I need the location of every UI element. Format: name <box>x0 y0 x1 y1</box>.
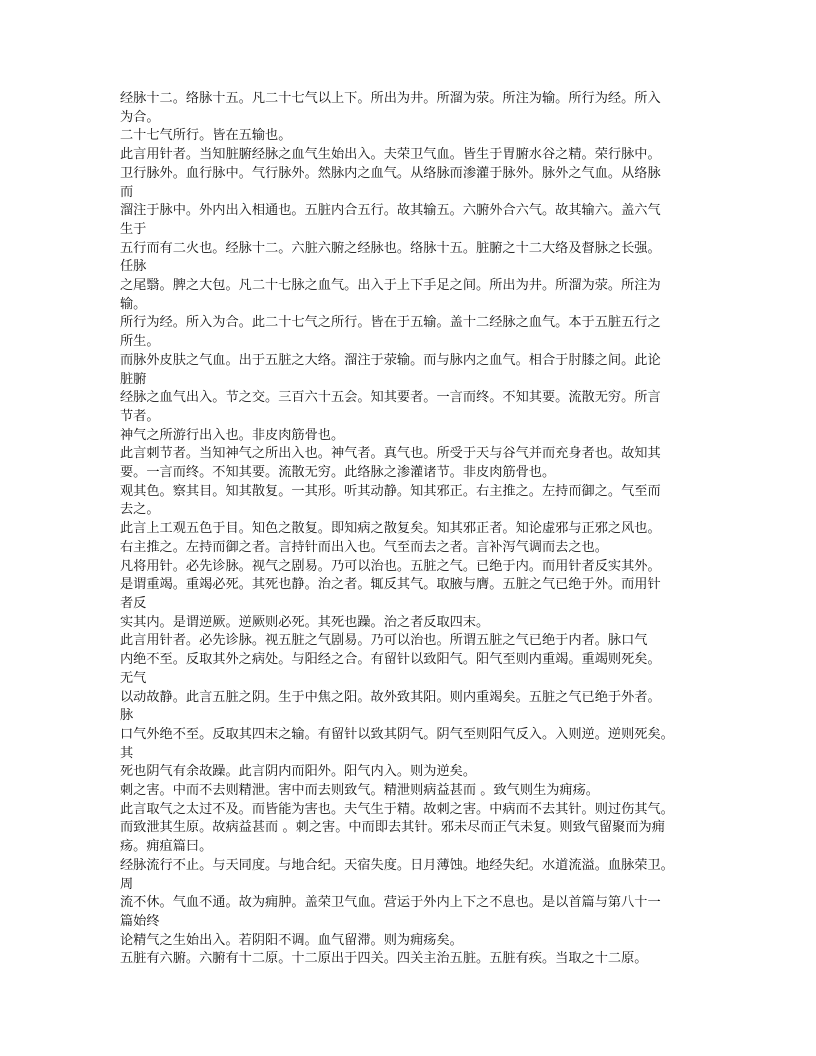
text-line: 此言刺节者。当知神气之所出入也。神气者。真气也。所受于天与谷气并而充身者也。故知其 <box>120 446 661 462</box>
text-line: 之尾翳。脾之大包。凡二十七脉之血气。出入于上下手足之间。所出为井。所溜为荥。所注为 <box>120 278 661 294</box>
text-line: 疡。痈疽篇曰。 <box>120 839 213 855</box>
text-line: 死也阴气有余故躁。此言阴内而阳外。阳气内入。则为逆矣。 <box>120 764 477 780</box>
text-line: 实其内。是谓逆厥。逆厥则必死。其死也躁。治之者反取四末。 <box>120 614 490 630</box>
document-page <box>120 90 700 969</box>
text-line: 内绝不至。反取其外之病处。与阳经之合。有留针以致阳气。阳气至则内重竭。重竭则死矣。 <box>120 652 661 668</box>
text-line: 刺之害。中而不去则精泄。害中而去则致气。精泄则病益甚而 。致气则生为痈疡。 <box>120 783 599 799</box>
text-line: 为合。 <box>120 109 160 125</box>
text-line: 周 <box>120 876 134 892</box>
text-line: 节者。 <box>120 408 160 424</box>
text-line: 无气 <box>120 670 147 686</box>
text-line: 任脉 <box>120 259 147 275</box>
text-line: 经脉十二。络脉十五。凡二十七气以上下。所出为井。所溜为荥。所注为输。所行为经。所入 <box>120 91 661 106</box>
text-line: 五行而有二火也。经脉十二。六脏六腑之经脉也。络脉十五。脏腑之十二大络及督脉之长强。 <box>120 240 661 256</box>
text-line: 篇始终 <box>120 913 160 929</box>
text-line: 以动故静。此言五脏之阴。生于中焦之阳。故外致其阳。则内重竭矣。五脏之气已绝于外者。 <box>120 689 661 705</box>
text-line: 口气外绝不至。反取其四末之输。有留针以致其阴气。阴气至则阳气反入。入则逆。逆则死矣。 <box>120 726 674 742</box>
text-line: 凡将用针。必先诊脉。视气之剧易。乃可以治也。五脏之气。已绝于内。而用针者反实其外。 <box>120 558 661 574</box>
text-line: 经脉流行不止。与天同度。与地合纪。天宿失度。日月薄蚀。地经失纪。水道流溢。血脉荣卫。 <box>120 857 674 873</box>
text-line: 此言上工观五色于目。知色之散复。即知病之散复矣。知其邪正者。知论虚邪与正邪之风也。 <box>120 521 661 537</box>
text-line: 输。 <box>120 296 147 312</box>
text-line: 脉 <box>120 708 134 724</box>
text-line: 所行为经。所入为合。此二十七气之所行。皆在于五输。盖十二经脉之血气。本于五脏五行之 <box>120 315 661 331</box>
text-line: 而 <box>120 184 134 200</box>
text-line: 去之。 <box>120 502 160 518</box>
text-line: 而致泄其生原。故病益甚而 。刺之害。中而即去其针。邪未尽而正气未复。则致气留聚而为痈 <box>120 820 665 836</box>
text-line: 二十七气所行。皆在五输也。 <box>120 128 292 144</box>
text-line: 神气之所游行出入也。非皮肉筋骨也。 <box>120 427 345 443</box>
text-line: 此言用针者。当知脏腑经脉之血气生始出入。夫荣卫气血。皆生于胃腑水谷之精。荣行脉中。 <box>120 147 661 163</box>
text-line: 流不休。气血不通。故为痈肿。盖荣卫气血。营运于外内上下之不息也。是以首篇与第八十一 <box>120 895 661 911</box>
text-line: 所生。 <box>120 334 160 350</box>
text-line: 要。一言而终。不知其要。流散无穷。此络脉之渗灌诸节。非皮肉筋骨也。 <box>120 465 556 481</box>
text-line: 生于 <box>120 221 147 237</box>
text-line: 此言用针者。必先诊脉。视五脏之气剧易。乃可以治也。所谓五脏之气已绝于内者。脉口气 <box>120 633 648 649</box>
text-line: 五脏有六腑。六腑有十二原。十二原出于四关。四关主治五脏。五脏有疾。当取之十二原。 <box>120 951 648 967</box>
text-line: 观其色。察其目。知其散复。一其形。听其动静。知其邪正。右主推之。左持而御之。气至而 <box>120 483 661 499</box>
text-line: 而脉外皮肤之气血。出于五脏之大络。溜注于荥输。而与脉内之血气。相合于肘膝之间。此论 <box>120 352 661 368</box>
text-line: 论精气之生始出入。若阴阳不调。血气留滞。则为痈疡矣。 <box>120 932 463 948</box>
text-line: 溜注于脉中。外内出入相通也。五脏内合五行。故其输五。六腑外合六气。故其输六。盖六气 <box>120 203 661 219</box>
text-line: 其 <box>120 745 134 761</box>
text-line: 卫行脉外。血行脉中。气行脉外。然脉内之血气。从络脉而渗灌于脉外。脉外之气血。从络脉 <box>120 165 661 181</box>
text-line: 是谓重竭。重竭必死。其死也静。治之者。辄反其气。取腋与膺。五脏之气已绝于外。而用针 <box>120 577 661 593</box>
text-line: 经脉之血气出入。节之交。三百六十五会。知其要者。一言而终。不知其要。流散无穷。所言 <box>120 390 661 406</box>
text-line: 者反 <box>120 595 147 611</box>
text-line: 右主推之。左持而御之者。言持针而出入也。气至而去之者。言补泻气调而去之也。 <box>120 539 608 555</box>
text-line: 脏腑 <box>120 371 147 387</box>
text-line: 此言取气之太过不及。而皆能为害也。夫气生于精。故刺之害。中病而不去其针。则过伤其气。 <box>120 801 674 817</box>
